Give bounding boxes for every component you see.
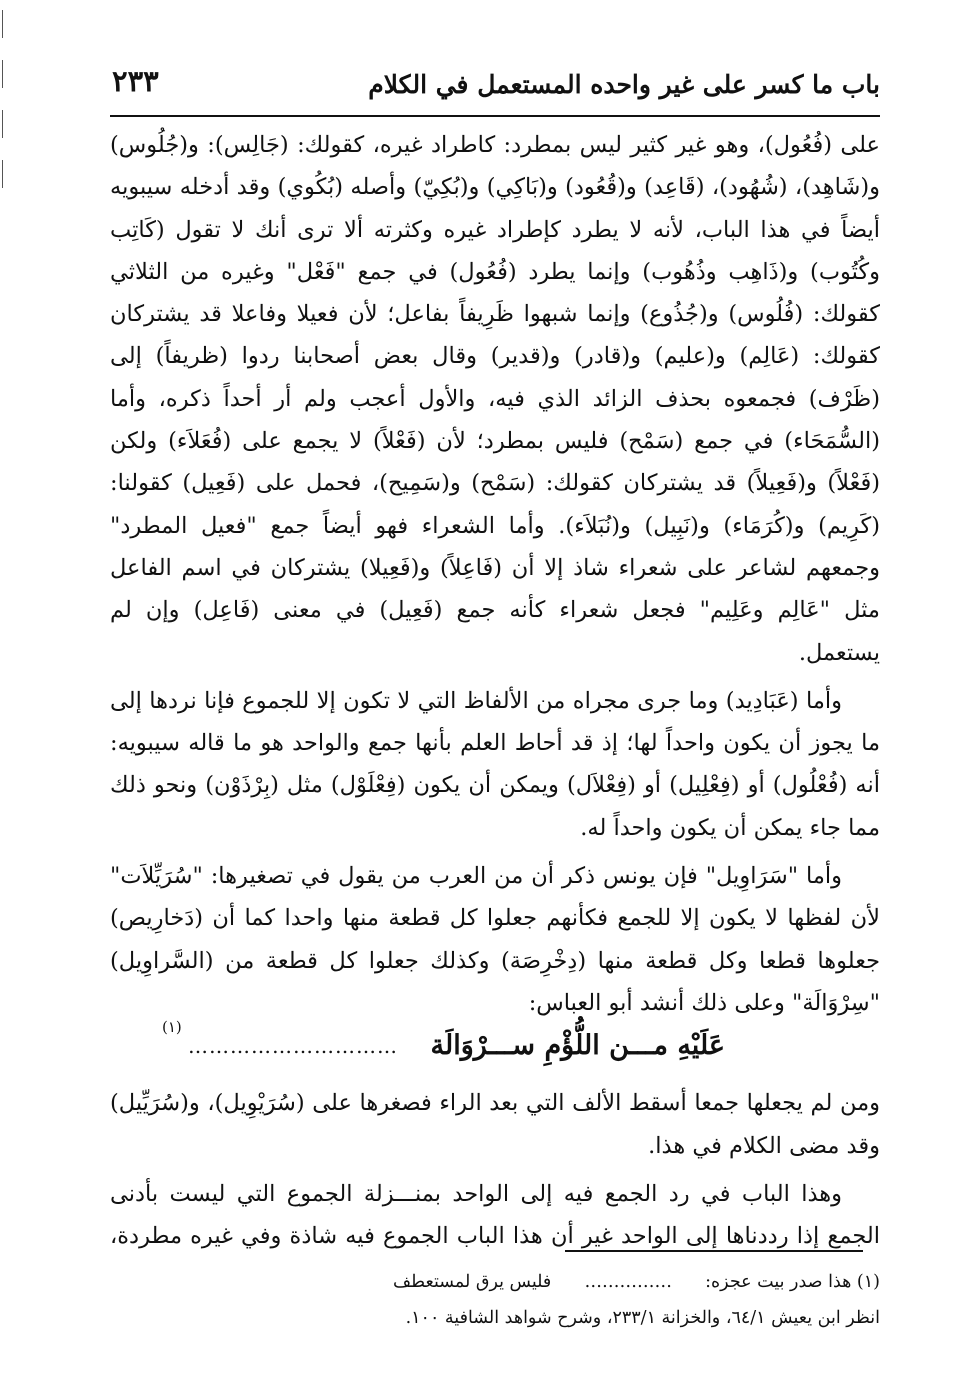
header-rule bbox=[110, 115, 880, 117]
paragraph-3: وأما "سَرَاوِيل" فإن يونس ذكر أن من العرب من يقول في تصغيرها: "سُرَيِّلاَت" لأن لفظها لا يكون إلا للجمع فكأنهم جعلوا كل قطعة منها واحدا كما أن (دَخارِيص) جعلوها قطعا وكل قطعة منها (دِخْرِصَة) وكذلك جعلوا كل قطعة من (السَّراوِيل) "سِرْوَالَة" وعلى ذلك أنشد أبو العباس: bbox=[110, 863, 880, 1016]
page-edge-marks bbox=[0, 0, 6, 200]
footnote-label: (١) هذا صدر بيت عجزه: bbox=[705, 1272, 880, 1292]
paragraph-4: ومن لم يجعلها جمعا أسقط الألف التي بعد الراء فصغرها على (سُرَيْوِيل)، و(سُرَيِّيل) وقد مضى الكلام في هذا. bbox=[110, 1090, 880, 1159]
paragraph-2: وأما (عَبَادِيد) وما جرى مجراه من الألفاظ التي لا تكون إلا للجموع فإنا نردها إلى ما يجوز أن يكون واحداً لها؛ إذ قد أحاط العلم بأنها جمع والواحد هو ما قاله سيبويه: أنه (فُعْلُول) أو (فِعْلِيل) أو (فِعْلاَل) ويمكن أن يكون (فِعْلَوْل) مثل (بِرْذَوْن) ونحو ذلك مما جاء يمكن أن يكون واحداً له. bbox=[110, 687, 880, 841]
paragraph-1: على (فُعُول)، وهو غير كثير ليس بمطرد: كاطراد غيره، كقولك: (جَالِس): و(جُلُوس) و(شَاهِد)، (شُهُود)، (قَاعِد) و(قُعُود) و(بَاكِي) و(بُكِيّ) وأصله (بُكُوي) وقد أدخله سيبويه أيضاً في هذا الباب، لأنه لا يطرد كإطراد غيره وكثرته ألا ترى أنك لا تقول (كَاتِب وكُتُوب) و(ذَاهِب وذُهُوب) وإنما يطرد (فُعُول) في جمع "فَعْل" وغيره من الثلاثي كقولك: (فُلُوس) و(جُذُوع) وإنما شبهوا ظَرِيفاً بفاعل؛ لأن فعيلا وفاعلا قد يشتركان كقولك: (عَالِم) و(عليم) و(قادر) و(قدير) وقال بعض أصحابنا ردوا (ظريفاً) إلى (ظَرْف) فجمعوه بحذف الزائد الذي فيه، والأول أعجب ولم أر أحداً ذكره، وأما (السُّمَحَاء) في جمع (سَمْح) فليس بمطرد؛ لأن (فَعْلاً) لا يجمع على (فُعَلاَء) ولكن (فَعْلاً) و(فَعِيلاً) قد يشتركان كقولك: (سَمْح) و(سَمِيح)، فحمل على (فَعِيل) كقولنا: (كَرِيم) و(كُرَمَاء) و(نَبِيل) و(نُبَلاَء). وأما الشعراء فهو أيضاً جمع "فعيل المطرد" وجمعهم لشاعر على شعراء شاذ إلا أن (فَاعِلاً) و(فَعِيلا) يشتركان في اسم الفاعل مثل "عَالِم وعَلِيم" فجعل شعراء كأنه جمع (فَعِيل) في معنى (فَاعِل) وإن لم يستعمل. bbox=[110, 132, 880, 666]
footnote-ellipsis: …………… bbox=[584, 1272, 672, 1292]
footnote-hemistich: فليس يرق لمستعطف bbox=[393, 1272, 552, 1292]
footnotes bbox=[110, 1264, 880, 1364]
verse-hemistich: عَلَيْهِ مـــن اللُّؤْمِ ســـرْوَالَة bbox=[430, 1030, 725, 1062]
running-title: باب ما كسر على غير واحده المستعمل في الكلام bbox=[368, 70, 880, 99]
paragraph-5: وهذا الباب في رد الجمع فيه إلى الواحد بمنـــزلة الجموع التي ليست بأدنى الجمع إذا رددناها إلى الواحد غير أن هذا الباب الجموع فيه شاذة وفي غيره مطردة، bbox=[110, 1180, 880, 1250]
page-header bbox=[110, 62, 880, 114]
footnote-separator bbox=[565, 1250, 863, 1252]
footnote-reference: (١) bbox=[162, 1018, 182, 1037]
footnote-sources: انظر ابن يعيش ٦٤/١، والخزانة ٢٣٣/١، وشرح شواهد الشافية ١٠٠. bbox=[405, 1308, 880, 1328]
verse-ellipsis: ………………………… bbox=[188, 1034, 398, 1059]
main-text bbox=[110, 124, 880, 1264]
poetry-verse bbox=[110, 1018, 880, 1080]
footnote-1 bbox=[110, 1264, 880, 1300]
page-number: ٢٣٣ bbox=[112, 64, 159, 98]
